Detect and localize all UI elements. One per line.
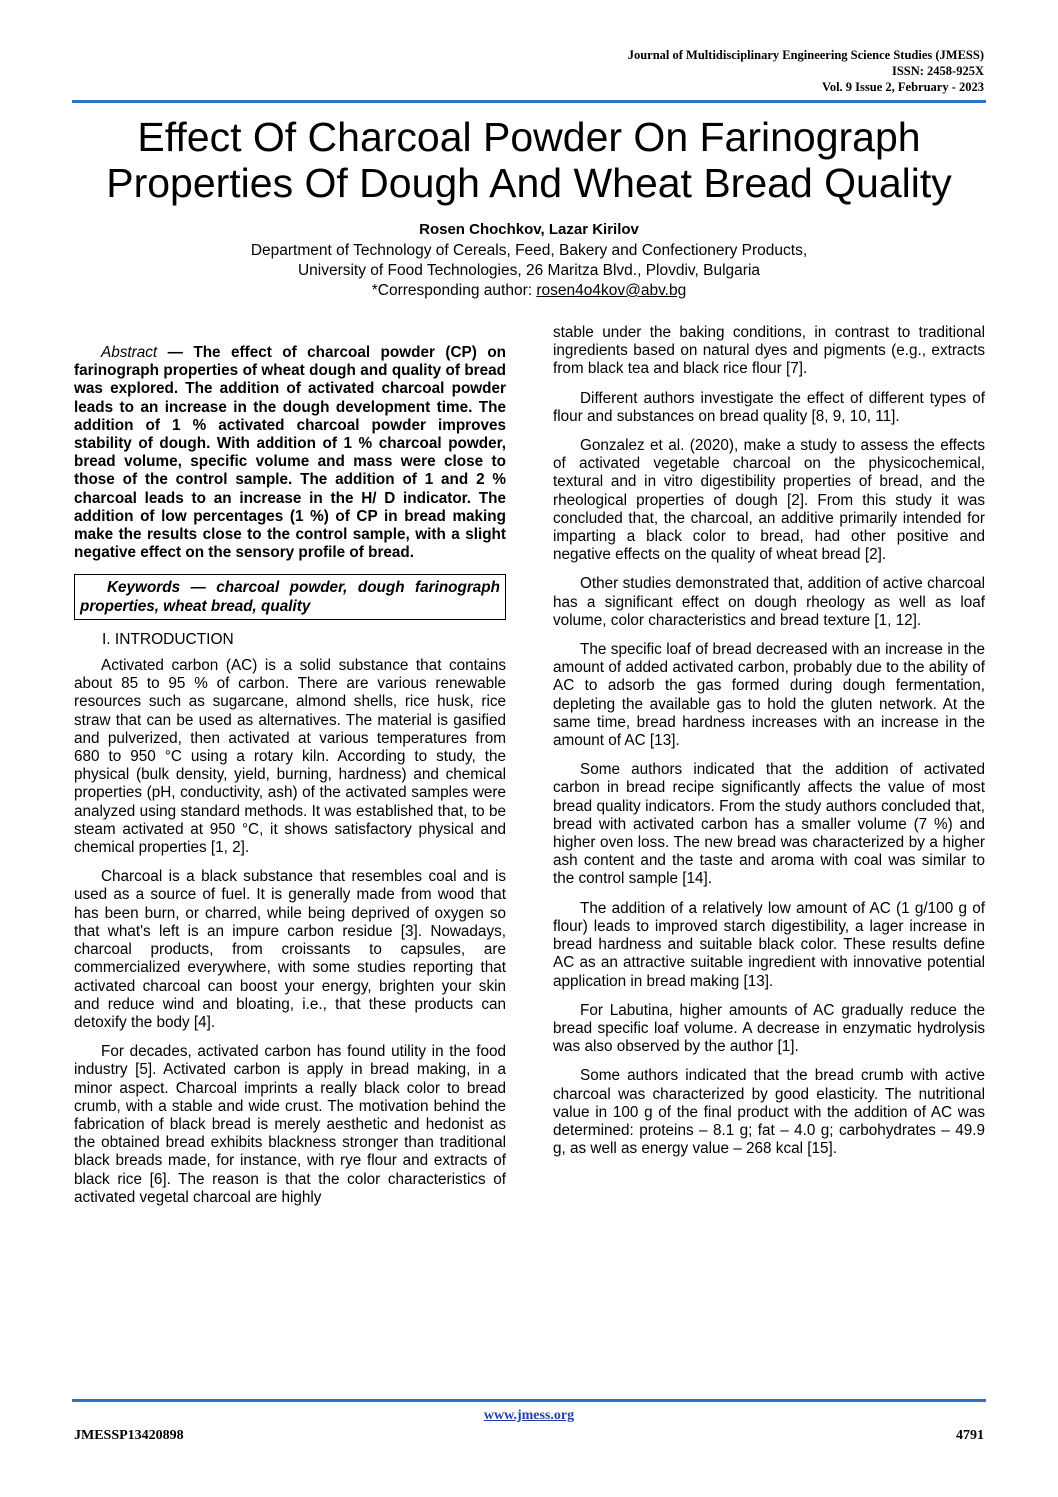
title-line-1: Effect Of Charcoal Powder On Farinograph xyxy=(137,114,921,160)
paper-title xyxy=(60,114,998,206)
abstract xyxy=(74,344,506,562)
abstract-dash: — xyxy=(157,344,194,361)
affiliation-line-1: Department of Technology of Cereals, Feed, Bakery and Confectionery Products, xyxy=(250,242,808,259)
body-paragraph: Charcoal is a black substance that resembles coal and is used as a source of fuel. It is generally made from wood that has been burn, or charred, while being deprived of oxygen so that what's left is an impure carbon residue [3]. Nowadays, charcoal products, from croissants to capsules, are commercialized everywhere, with some studies reporting that activated charcoal can boost your energy, brighten your skin and reduce wind and bloating, i.e., that these products can detoxify the body [4]. xyxy=(74,868,506,1031)
corresponding-label: *Corresponding author: xyxy=(371,282,537,299)
footer-rule xyxy=(72,1399,986,1402)
abstract-label: Abstract xyxy=(101,344,158,361)
author-email-link[interactable]: rosen4o4kov@abv.bg xyxy=(536,282,687,299)
authors: Rosen Chochkov, Lazar Kirilov xyxy=(419,221,639,238)
body-paragraph: Different authors investigate the effect of different types of flour and substances on bread quality [8, 9, 10, 11]. xyxy=(553,389,985,425)
left-column xyxy=(74,344,506,1218)
title-line-2: Properties Of Dough And Wheat Bread Quality xyxy=(106,160,952,206)
body-paragraph: For Labutina, higher amounts of AC gradually reduce the bread specific loaf volume. A decrease in enzymatic hydrolysis was also observed by the author [1]. xyxy=(553,1001,985,1056)
abstract-text: The effect of charcoal powder (CP) on farinograph properties of wheat dough and quality of bread was explored. The addition of activated charcoal powder leads to an increase in the dough development time. The addition of 1 % activated charcoal powder improves stability of dough. With addition of 1 % charcoal powder, bread volume, specific volume and mass were close to those of the control sample. The addition of 1 and 2 % charcoal leads to an increase in the H/ D indicator. The addition of low percentages (1 %) of CP in bread making make the results close to the control sample, with a slight negative effect on the sensory profile of bread. xyxy=(74,344,507,562)
keywords-box: Keywords — charcoal powder, dough farinograph properties, wheat bread, quality xyxy=(74,574,506,619)
journal-header xyxy=(628,47,984,95)
corresponding-author xyxy=(60,281,998,301)
body-paragraph: Some authors indicated that the addition of activated carbon in bread recipe significantly affects the value of most bread quality indicators. From the study authors concluded that, bread with activated carbon has a smaller volume (7 %) and higher oven loss. The new bread was characterized by a higher ash content and the taste and aroma with coal was similar to the control sample [14]. xyxy=(553,761,985,888)
body-paragraph: Other studies demonstrated that, addition of active charcoal has a significant effect on dough rheology as well as loaf volume, color characteristics and bread texture [1, 12]. xyxy=(553,575,985,629)
affiliation xyxy=(60,241,998,301)
body-paragraph: The addition of a relatively low amount of AC (1 g/100 g of flour) leads to improved starch digestibility, a lager increase in bread hardness and suitable black color. These results define AC as an attractive suitable ingredient with innovative potential application in bread making [13]. xyxy=(553,899,985,990)
body-paragraph: Activated carbon (AC) is a solid substance that contains about 85 to 95 % of carbon. There are various renewable resources such as sugarcane, almond shells, rice husk, rice straw that can be used as alternatives. The material is gasified and pulverized, then activated at various temperatures from 680 to 950 °C using a rotary kiln. According to study, the physical (bulk density, yield, burning, hardness) and chemical properties (pH, conductivity, ash) of the activated samples were analyzed using standard methods. It was established that, to be steam activated at 950 °C, it shows satisfactory physical and chemical properties [1, 2]. xyxy=(74,657,506,857)
journal-volume: Vol. 9 Issue 2, February - 2023 xyxy=(821,80,984,94)
body-paragraph-continued: stable under the baking conditions, in contrast to traditional ingredients based on natural dyes and pigments (e.g., extracts from black tea and black rice flour [7]. xyxy=(553,324,985,378)
affiliation-line-2: University of Food Technologies, 26 Maritza Blvd., Plovdiv, Bulgaria xyxy=(297,262,761,279)
paper-id: JMESSP13420898 xyxy=(74,1428,184,1443)
header-rule xyxy=(72,100,986,103)
journal-website-link[interactable]: www.jmess.org xyxy=(483,1408,575,1423)
right-column xyxy=(553,324,985,1169)
body-paragraph: The specific loaf of bread decreased with an increase in the amount of added activated carbon, probably due to the ability of AC to adsorb the gas formed during dough fermentation, depleting the available gas to hold the gluten network. At the same time, bread hardness increases with an increase in the amount of AC [13]. xyxy=(553,641,985,750)
body-paragraph: Gonzalez et al. (2020), make a study to assess the effects of activated vegetable charcoal on the physicochemical, textural and in vitro digestibility properties of bread, and the rheological properties of dough [2]. From this study it was concluded that, the charcoal, an additive primarily intended for imparting a black color to bread, had other positive and negative effects on the quality of wheat bread [2]. xyxy=(553,437,985,564)
page-number: 4791 xyxy=(956,1428,984,1443)
journal-issn: ISSN: 2458-925X xyxy=(891,64,984,78)
body-paragraph: For decades, activated carbon has found utility in the food industry [5]. Activated carbon is apply in bread making, in a minor aspect. Charcoal imprints a really black color to bread crumb, with a stable and wide crust. The motivation behind the fabrication of black bread is merely aesthetic and hedonist as the obtained bread exhibits blackness stronger than traditional black breads made, for instance, with rye flour and extracts of black rice [6]. The reason is that the color characteristics of activated vegetal charcoal are highly xyxy=(74,1043,506,1206)
journal-name: Journal of Multidisciplinary Engineering Science Studies (JMESS) xyxy=(627,48,984,62)
section-heading-introduction: I. INTRODUCTION xyxy=(102,630,234,648)
body-paragraph: Some authors indicated that the bread crumb with active charcoal was characterized by good elasticity. The nutritional value in 100 g of the final product with the addition of AC was determined: proteins – 8.1 g; fat – 4.0 g; carbohydrates – 49.9 g, as well as energy value – 268 kcal [15]. xyxy=(553,1067,985,1158)
